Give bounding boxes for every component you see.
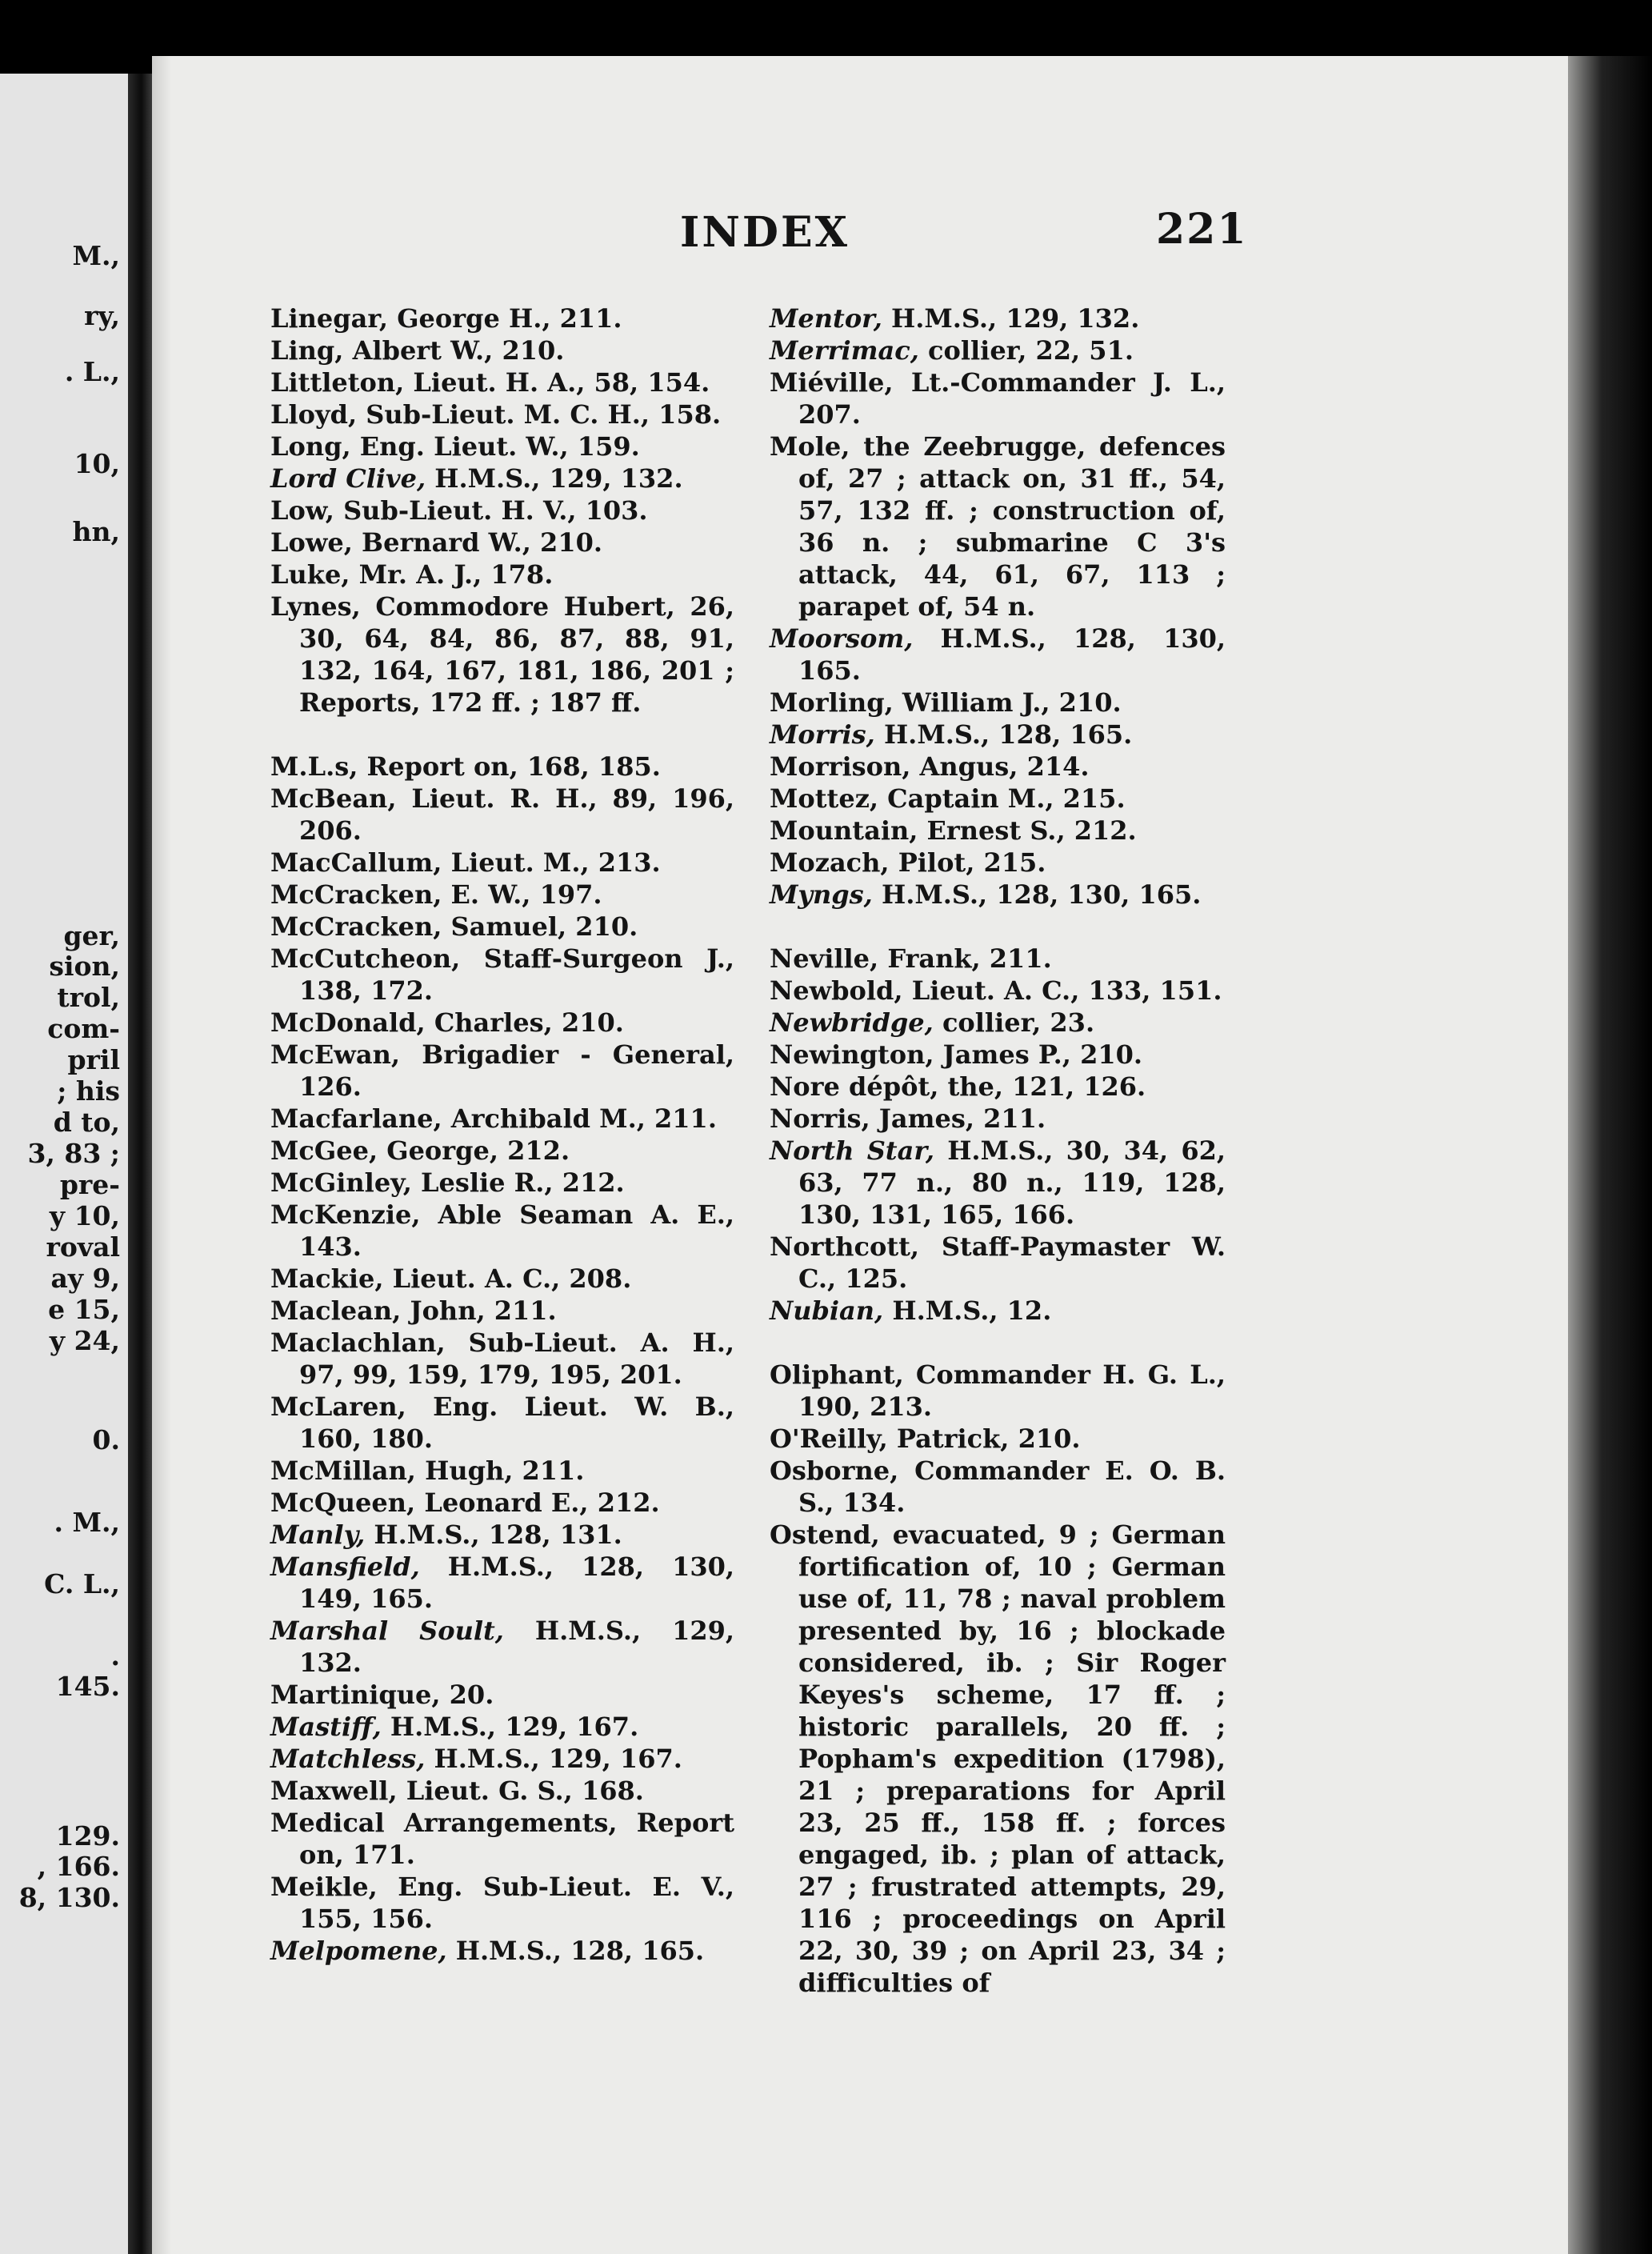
index-entry <box>770 815 1226 847</box>
entry-text: McCracken, Samuel, 210. <box>270 911 638 942</box>
facing-page-text: sion, <box>49 951 120 982</box>
index-entry <box>770 1135 1226 1231</box>
facing-page-fragment <box>0 74 128 2254</box>
entry-text: Neville, Frank, 211. <box>770 943 1052 974</box>
ship-name: Merrimac, <box>770 335 919 366</box>
entry-text: Newington, James P., 210. <box>770 1039 1142 1070</box>
facing-page-text: hn, <box>72 516 120 547</box>
entry-text: McCracken, E. W., 197. <box>270 879 602 910</box>
index-entry <box>270 462 734 494</box>
ship-name: Manly, <box>270 1519 366 1550</box>
facing-page-text: roval <box>46 1231 120 1263</box>
entry-text: Mottez, Captain M., 215. <box>770 783 1126 814</box>
index-column-right <box>770 302 1226 1999</box>
entry-text: Mozach, Pilot, 215. <box>770 847 1046 878</box>
entry-text: H.M.S., 129, 132. <box>299 1615 735 1678</box>
index-entry <box>270 847 734 879</box>
entry-text: H.M.S., 30, 34, 62, 63, 77 n., 80 n., 119, 128, 130, 131, 165, 166. <box>798 1135 1226 1230</box>
entry-text: Osborne, Commander E. O. B. S., 134. <box>770 1455 1226 1518</box>
entry-text: McEwan, Brigadier - General, 126. <box>270 1039 734 1102</box>
ship-name: Marshal Soult, <box>270 1615 504 1646</box>
index-entry <box>270 911 734 943</box>
index-entry <box>770 975 1226 1007</box>
index-entry <box>270 1519 734 1551</box>
ship-name: Myngs, <box>770 879 873 910</box>
facing-page-text: M., <box>72 240 120 271</box>
facing-page-text: y 24, <box>49 1325 120 1356</box>
entry-text: Mackie, Lieut. A. C., 208. <box>270 1263 632 1294</box>
facing-page-text: , 166. <box>37 1851 120 1882</box>
index-entry <box>770 1103 1226 1135</box>
index-entry <box>270 879 734 911</box>
index-entry <box>770 943 1226 975</box>
entry-text: collier, 23. <box>933 1007 1095 1038</box>
entry-text: Maclean, John, 211. <box>270 1295 557 1326</box>
entry-text: Medical Arrangements, Report on, 171. <box>270 1808 734 1870</box>
entry-text: Long, Eng. Lieut. W., 159. <box>270 431 640 462</box>
index-entry <box>270 1551 734 1615</box>
facing-page-text: ; his <box>57 1075 120 1107</box>
entry-text: H.M.S., 128, 130, 165. <box>872 879 1202 910</box>
entry-text: Martinique, 20. <box>270 1679 494 1710</box>
index-entry <box>770 1295 1226 1327</box>
entry-text: H.M.S., 129, 167. <box>425 1744 682 1774</box>
entry-text: Meikle, Eng. Sub-Lieut. E. V., 155, 156. <box>270 1872 734 1934</box>
facing-page-text: e 15, <box>48 1294 120 1325</box>
facing-page-text: . L., <box>64 356 120 387</box>
index-entry <box>770 1455 1226 1519</box>
index-entry <box>770 334 1226 366</box>
ship-name: Mentor, <box>770 303 882 334</box>
entry-text: McQueen, Leonard E., 212. <box>270 1487 660 1518</box>
entry-text: M.L.s, Report on, 168, 185. <box>270 751 661 782</box>
entry-text: Lowe, Bernard W., 210. <box>270 527 602 558</box>
entry-text: H.M.S., 128, 165. <box>874 719 1133 750</box>
entry-text: Morling, William J., 210. <box>770 687 1122 718</box>
entry-text: H.M.S., 128, 165. <box>446 1936 705 1966</box>
index-column-left <box>270 302 734 1967</box>
index-entry <box>270 302 734 334</box>
entry-text: H.M.S., 12. <box>883 1295 1052 1326</box>
ship-name: Newbridge, <box>770 1007 934 1038</box>
index-entry <box>770 623 1226 687</box>
page-edge-shadow <box>1568 56 1652 2254</box>
entry-text: H.M.S., 129, 132. <box>426 463 683 494</box>
index-entry <box>270 430 734 462</box>
entry-text: Miéville, Lt.-Commander J. L., 207. <box>770 367 1226 430</box>
index-entry <box>770 1071 1226 1103</box>
entry-text: Ling, Albert W., 210. <box>270 335 565 366</box>
index-entry <box>270 1807 734 1871</box>
entry-text: collier, 22, 51. <box>918 335 1134 366</box>
facing-page-text: 145. <box>55 1671 120 1702</box>
facing-page-text: ay 9, <box>50 1263 120 1294</box>
index-entry <box>270 494 734 526</box>
facing-page-text: 129. <box>55 1820 120 1852</box>
entry-text: McGee, George, 212. <box>270 1135 570 1166</box>
index-entry <box>770 302 1226 334</box>
index-entry <box>270 398 734 430</box>
index-entry <box>270 783 734 847</box>
index-entry <box>270 1199 734 1263</box>
index-entry <box>770 687 1226 719</box>
entry-text: MacCallum, Lieut. M., 213. <box>270 847 661 878</box>
facing-page-text: 0. <box>92 1424 120 1455</box>
index-entry <box>270 1935 734 1967</box>
entry-text: McCutcheon, Staff-Surgeon J., 138, 172. <box>270 943 734 1006</box>
entry-text: H.M.S., 129, 132. <box>882 303 1140 334</box>
entry-text: Low, Sub-Lieut. H. V., 103. <box>270 495 648 526</box>
index-entry <box>270 334 734 366</box>
index-entry <box>270 1775 734 1807</box>
index-entry <box>770 1231 1226 1295</box>
ship-name: North Star, <box>770 1135 934 1166</box>
facing-page-text: ry, <box>84 300 120 331</box>
facing-page-text: 10, <box>74 448 120 479</box>
entry-text: Lynes, Commodore Hubert, 26, 30, 64, 84, 86, 87, 88, 91, 132, 164, 167, 181, 186, 201 ; Reports, 172 ff. ; 187 ff. <box>270 591 734 718</box>
ship-name: Morris, <box>770 719 875 750</box>
entry-text: McGinley, Leslie R., 212. <box>270 1167 625 1198</box>
facing-page-text: ger, <box>63 920 120 951</box>
facing-page-text: C. L., <box>44 1568 120 1599</box>
entry-text: Northcott, Staff-Paymaster W. C., 125. <box>770 1231 1226 1294</box>
index-page <box>152 56 1568 2254</box>
ship-name: Mastiff, <box>270 1712 382 1742</box>
index-entry <box>270 943 734 1007</box>
index-entry <box>270 751 734 783</box>
index-entry <box>270 1007 734 1039</box>
entry-text: Norris, James, 211. <box>770 1103 1046 1134</box>
entry-text: Macfarlane, Archibald M., 211. <box>270 1103 717 1134</box>
entry-text: H.M.S., 128, 130, 149, 165. <box>299 1551 734 1614</box>
facing-page-text: pre- <box>59 1169 120 1200</box>
facing-page-text: . <box>110 1640 120 1671</box>
index-entry <box>270 591 734 719</box>
index-entry <box>270 1455 734 1487</box>
ship-name: Nubian, <box>770 1295 884 1326</box>
index-entry <box>770 366 1226 430</box>
ship-name: Moorsom, <box>770 623 914 654</box>
index-entry <box>270 1167 734 1199</box>
entry-text: Morrison, Angus, 214. <box>770 751 1090 782</box>
index-entry <box>770 751 1226 783</box>
index-entry <box>770 879 1226 911</box>
index-entry <box>270 1487 734 1519</box>
entry-text: Lloyd, Sub-Lieut. M. C. H., 158. <box>270 399 722 430</box>
index-entry <box>270 558 734 591</box>
facing-page-text: . M., <box>54 1507 120 1538</box>
entry-text: H.M.S., 129, 167. <box>381 1712 639 1742</box>
index-entry <box>770 1007 1226 1039</box>
index-entry <box>270 366 734 398</box>
index-entry <box>270 1039 734 1103</box>
index-entry <box>270 1711 734 1743</box>
ship-name: Lord Clive, <box>270 463 426 494</box>
entry-text: H.M.S., 128, 131. <box>365 1519 622 1550</box>
index-entry <box>770 1039 1226 1071</box>
facing-page-text: pril <box>67 1044 120 1075</box>
index-entry <box>270 1679 734 1711</box>
entry-text: O'Reilly, Patrick, 210. <box>770 1423 1081 1454</box>
entry-text: McBean, Lieut. R. H., 89, 196, 206. <box>270 783 734 846</box>
index-entry <box>270 1615 734 1679</box>
facing-page-text: d to, <box>53 1107 120 1138</box>
facing-page-text: y 10, <box>49 1200 120 1231</box>
facing-page-text: 8, 130. <box>18 1882 120 1913</box>
index-entry <box>770 1359 1226 1423</box>
entry-text: Linegar, George H., 211. <box>270 303 622 334</box>
ship-name: Matchless, <box>270 1744 426 1774</box>
facing-page-text: trol, <box>57 982 120 1013</box>
index-entry <box>270 1103 734 1135</box>
index-entry <box>770 1519 1226 1999</box>
ship-name: Melpomene, <box>270 1936 447 1966</box>
entry-text: Nore dépôt, the, 121, 126. <box>770 1071 1146 1102</box>
entry-text: H.M.S., 128, 130, 165. <box>798 623 1226 686</box>
facing-page-text: 3, 83 ; <box>27 1138 120 1169</box>
index-entry <box>270 1295 734 1327</box>
index-entry <box>770 719 1226 751</box>
entry-text: McKenzie, Able Seaman A. E., 143. <box>270 1199 734 1262</box>
entry-text: McMillan, Hugh, 211. <box>270 1455 585 1486</box>
index-entry <box>270 1135 734 1167</box>
entry-text: Mole, the Zeebrugge, defences of, 27 ; attack on, 31 ff., 54, 57, 132 ff. ; construction of, 36 n. ; submarine C 3's attack, 44, 61, 67, 113 ; parapet of, 54 n. <box>770 431 1226 622</box>
entry-text: Maxwell, Lieut. G. S., 168. <box>270 1776 644 1806</box>
page-title: INDEX <box>680 208 850 257</box>
index-entry <box>270 1391 734 1455</box>
facing-page-text: com- <box>47 1013 120 1044</box>
entry-text: Maclachlan, Sub-Lieut. A. H., 97, 99, 159, 179, 195, 201. <box>270 1327 734 1390</box>
entry-text: Ostend, evacuated, 9 ; German fortification of, 10 ; German use of, 11, 78 ; naval problem presented by, 16 ; blockade considered, ib. ; Sir Roger Keyes's scheme, 17 ff. ; historic parallels, 20 ff. ; Popham's expedition (1798), 21 ; preparations for April 23, 25 ff., 158 ff. ; forces engaged, ib. ; plan of attack, 27 ; frustrated attempts, 29, 116 ; proceedings on April 22, 30, 39 ; on April 23, 34 ; difficulties of <box>770 1519 1226 1998</box>
entry-text: Mountain, Ernest S., 212. <box>770 815 1137 846</box>
index-entry <box>270 526 734 558</box>
index-entry <box>770 430 1226 623</box>
entry-text: Littleton, Lieut. H. A., 58, 154. <box>270 367 710 398</box>
entry-text: McDonald, Charles, 210. <box>270 1007 624 1038</box>
index-entry <box>270 1327 734 1391</box>
index-entry <box>770 1423 1226 1455</box>
entry-text: Oliphant, Commander H. G. L., 190, 213. <box>770 1359 1226 1422</box>
entry-text: Newbold, Lieut. A. C., 133, 151. <box>770 975 1222 1006</box>
page-number: 221 <box>1156 205 1248 254</box>
index-entry <box>270 1743 734 1775</box>
index-entry <box>270 1871 734 1935</box>
ship-name: Mansfield, <box>270 1551 420 1582</box>
entry-text: Luke, Mr. A. J., 178. <box>270 559 554 590</box>
index-entry <box>770 847 1226 879</box>
entry-text: McLaren, Eng. Lieut. W. B., 160, 180. <box>270 1391 734 1454</box>
index-entry <box>270 1263 734 1295</box>
book-gutter <box>128 74 152 2254</box>
index-entry <box>770 783 1226 815</box>
